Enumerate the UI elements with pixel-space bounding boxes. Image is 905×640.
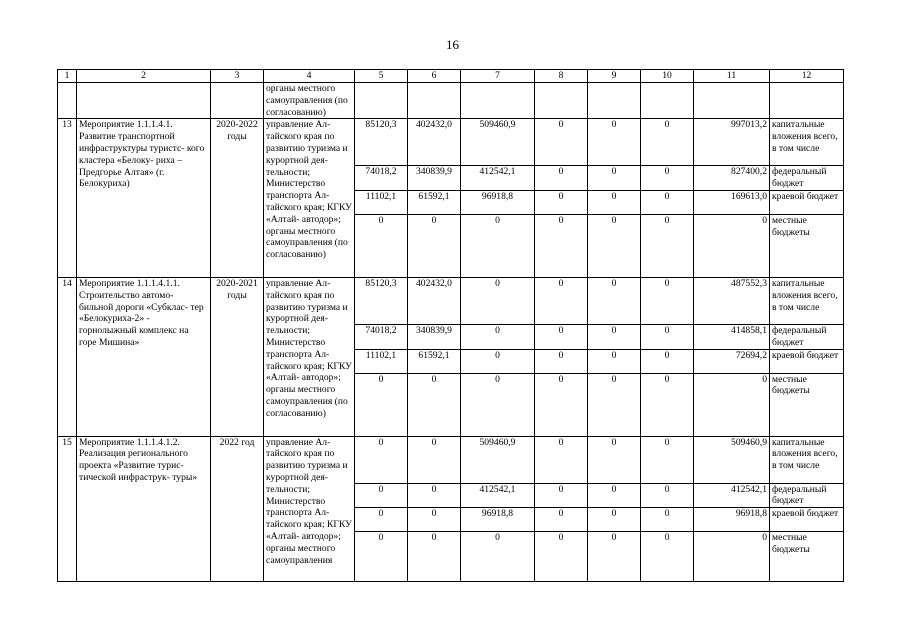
value-cell: 0 [535,436,588,483]
value-cell: 0 [588,532,641,582]
value-cell: 0 [408,214,461,277]
value-cell: 0 [535,190,588,214]
value-cell: 0 [641,483,694,508]
value-cell: 96918,8 [461,508,535,532]
table-row [58,436,844,483]
value-cell: 0 [641,436,694,483]
funding-source: капитальные вложения всего, в том числе [770,277,844,324]
value-cell: 0 [588,166,641,191]
value-cell: 0 [535,119,588,166]
total-cell: 414858,1 [694,324,770,349]
funding-source: местные бюджеты [770,373,844,436]
value-cell: 85120,3 [355,277,408,324]
column-header: 4 [264,70,355,83]
value-cell: 0 [588,277,641,324]
value-cell: 0 [535,166,588,191]
value-cell: 0 [461,532,535,582]
value-cell: 0 [408,532,461,582]
funding-source: федеральный бюджет [770,166,844,191]
funding-source: краевой бюджет [770,508,844,532]
total-cell: 412542,1 [694,483,770,508]
measure-name: Мероприятие 1.1.1.4.1.2. Реализация регионального проекта «Развитие турис- тической инфраструк- туры» [77,436,211,582]
total-cell: 72694,2 [694,349,770,373]
funding-source: капитальные вложения всего, в том числе [770,436,844,483]
value-cell: 0 [535,349,588,373]
column-header: 8 [535,70,588,83]
value-cell: 0 [535,483,588,508]
total-cell: 487552,3 [694,277,770,324]
value-cell: 11102,1 [355,349,408,373]
measure-name: Мероприятие 1.1.1.4.1. Развитие транспортной инфраструктуры туристс- кого кластера «Белоку- риха – Предгорье Алтая» (г. Белокуриха) [77,119,211,278]
value-cell: 0 [408,436,461,483]
measure-name: Мероприятие 1.1.1.4.1.1. Строительство автомо- бильной дороги «Субклас- тер «Белокуриха-2» - горнолыжный комплекс на горе Мишина» [77,277,211,436]
total-cell: 0 [694,532,770,582]
value-cell: 0 [641,214,694,277]
funding-source: краевой бюджет [770,190,844,214]
column-header: 5 [355,70,408,83]
funding-source: местные бюджеты [770,532,844,582]
period-cell: 2020-2022 годы [211,119,264,278]
page-number: 16 [446,37,459,52]
value-cell: 0 [641,166,694,191]
column-header: 3 [211,70,264,83]
value-cell: 0 [641,373,694,436]
total-cell: 0 [694,214,770,277]
value-cell: 0 [535,508,588,532]
value-cell: 0 [535,214,588,277]
value-cell: 0 [355,373,408,436]
column-header: 9 [588,70,641,83]
total-cell: 827400,2 [694,166,770,191]
funding-source: краевой бюджет [770,349,844,373]
period-cell: 2020-2021 годы [211,277,264,436]
column-number-header-row [58,70,844,83]
value-cell: 0 [408,508,461,532]
value-cell: 0 [461,324,535,349]
value-cell: 0 [588,483,641,508]
value-cell: 0 [355,436,408,483]
column-header: 12 [770,70,844,83]
value-cell: 0 [408,373,461,436]
value-cell: 509460,9 [461,436,535,483]
value-cell: 402432,0 [408,277,461,324]
value-cell: 0 [588,373,641,436]
value-cell: 0 [355,483,408,508]
value-cell: 61592,1 [408,349,461,373]
total-cell: 509460,9 [694,436,770,483]
value-cell: 0 [588,190,641,214]
value-cell: 0 [641,532,694,582]
value-cell: 0 [641,277,694,324]
funding-source: местные бюджеты [770,214,844,277]
value-cell: 0 [588,324,641,349]
row-number: 15 [58,436,77,582]
table-row [58,119,844,166]
value-cell: 412542,1 [461,483,535,508]
funding-source: капитальные вложения всего, в том числе [770,119,844,166]
column-header: 7 [461,70,535,83]
period-cell: 2022 год [211,436,264,582]
value-cell: 0 [641,508,694,532]
column-header: 10 [641,70,694,83]
value-cell: 74018,2 [355,166,408,191]
column-header: 2 [77,70,211,83]
value-cell: 340839,9 [408,324,461,349]
executors-cell: управление Ал- тайского края по развитию туризма и курортной дея- тельности; Министерство транспорта Ал- тайского края; КГКУ «Алтай- автодор»; органы местного самоуправления (по согласованию) [264,277,355,436]
executors-cell: управление Ал- тайского края по развитию туризма и курортной дея- тельности; Министерство транспорта Ал- тайского края; КГКУ «Алтай- автодор»; органы местного самоуправления [264,436,355,582]
column-header: 1 [58,70,77,83]
value-cell: 340839,9 [408,166,461,191]
value-cell: 0 [461,373,535,436]
value-cell: 0 [535,324,588,349]
value-cell: 0 [588,214,641,277]
value-cell: 0 [461,277,535,324]
value-cell: 11102,1 [355,190,408,214]
value-cell: 0 [588,119,641,166]
total-cell: 0 [694,373,770,436]
column-header: 6 [408,70,461,83]
value-cell: 85120,3 [355,119,408,166]
continuation-row [58,83,844,119]
value-cell: 0 [535,532,588,582]
funding-source: федеральный бюджет [770,324,844,349]
value-cell: 0 [461,214,535,277]
value-cell: 0 [535,277,588,324]
value-cell: 402432,0 [408,119,461,166]
value-cell: 74018,2 [355,324,408,349]
row-number: 14 [58,277,77,436]
value-cell: 0 [588,349,641,373]
executors-cell: органы местного самоуправления (по согласованию) [264,83,355,119]
executors-cell: управление Ал- тайского края по развитию туризма и курортной дея- тельности; Министерство транспорта Ал- тайского края; КГКУ «Алтай- автодор»; органы местного самоуправления (по согласованию) [264,119,355,278]
total-cell: 169613,0 [694,190,770,214]
value-cell: 509460,9 [461,119,535,166]
value-cell: 0 [535,373,588,436]
value-cell: 0 [408,483,461,508]
value-cell: 0 [641,119,694,166]
total-cell: 997013,2 [694,119,770,166]
value-cell: 412542,1 [461,166,535,191]
value-cell: 0 [588,436,641,483]
value-cell: 61592,1 [408,190,461,214]
value-cell: 0 [355,508,408,532]
value-cell: 0 [355,214,408,277]
value-cell: 0 [641,349,694,373]
value-cell: 96918,8 [461,190,535,214]
total-cell: 96918,8 [694,508,770,532]
table-row [58,277,844,324]
column-header: 11 [694,70,770,83]
funding-source: федеральный бюджет [770,483,844,508]
value-cell: 0 [461,349,535,373]
value-cell: 0 [355,532,408,582]
row-number: 13 [58,119,77,278]
value-cell: 0 [641,190,694,214]
value-cell: 0 [641,324,694,349]
program-measures-table [57,69,844,582]
value-cell: 0 [588,508,641,532]
